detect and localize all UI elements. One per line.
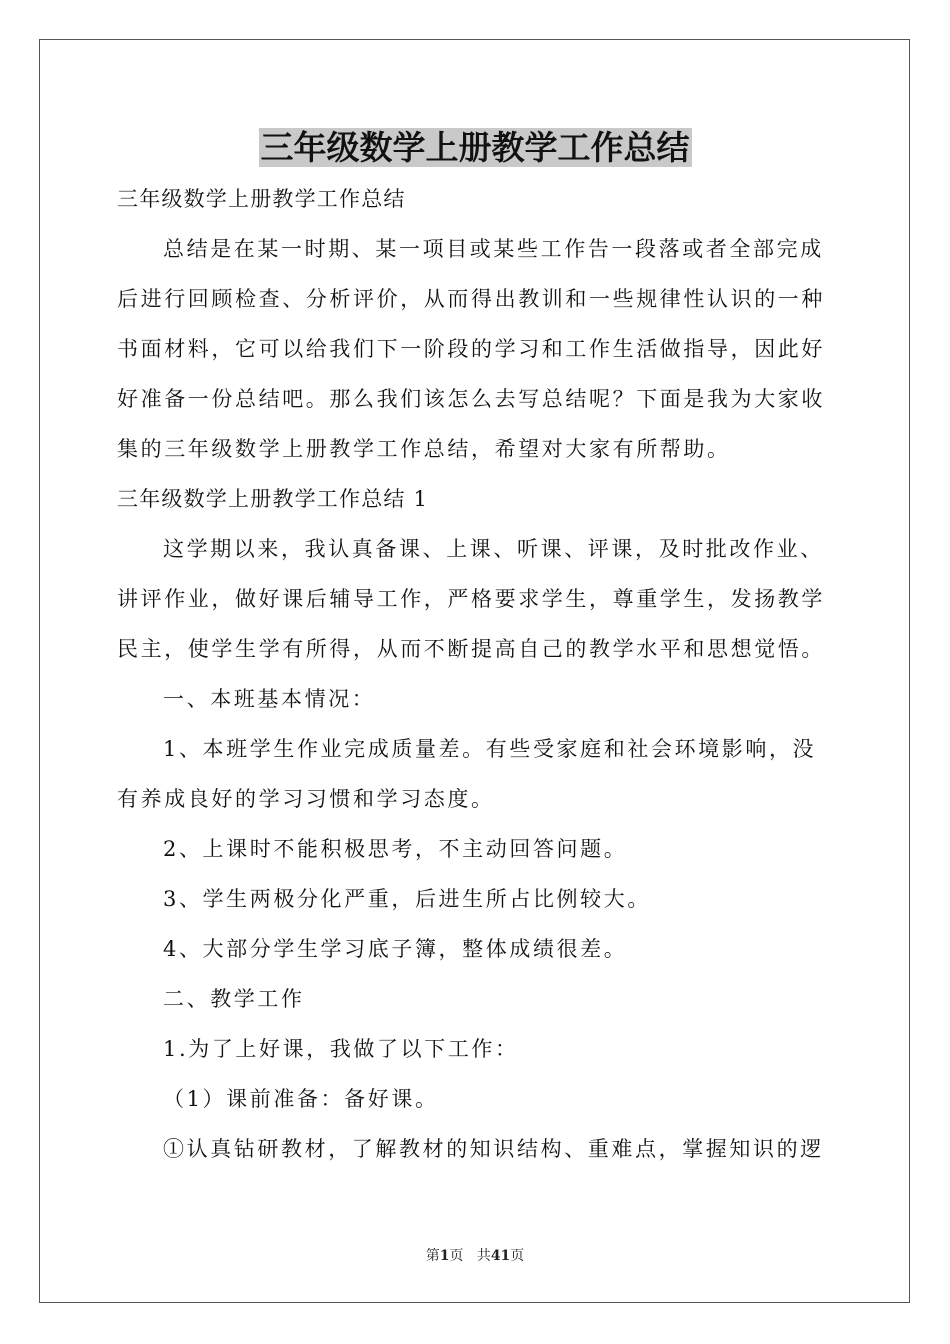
page-suffix: 页 <box>449 1248 464 1264</box>
paragraph-line: 讲评作业，做好课后辅导工作，严格要求学生，尊重学生，发扬教学 <box>117 587 825 611</box>
paragraph-line: 民主，使学生学有所得，从而不断提高自己的教学水平和思想觉悟。 <box>117 637 825 661</box>
list-item-continuation: 有养成良好的学习习惯和学习态度。 <box>117 787 495 811</box>
list-heading: 一、本班基本情况： <box>163 687 376 711</box>
subtitle-line: 三年级数学上册教学工作总结 <box>117 187 406 211</box>
document-body <box>117 174 837 1174</box>
document-title <box>0 126 950 170</box>
list-heading: 二、教学工作 <box>163 987 305 1011</box>
paragraph-line: 总结是在某一时期、某一项目或某些工作告一段落或者全部完成 <box>163 237 824 261</box>
list-item: 4、大部分学生学习底子簿，整体成绩很差。 <box>163 937 628 961</box>
total-pages: 41 <box>490 1248 511 1264</box>
list-item: 1.为了上好课，我做了以下工作： <box>163 1037 519 1061</box>
list-item: ①认真钻研教材，了解教材的知识结构、重难点，掌握知识的逻 <box>163 1137 824 1161</box>
paragraph-line: 好准备一份总结吧。那么我们该怎么去写总结呢？下面是我为大家收 <box>117 387 825 411</box>
paragraph-line: 后进行回顾检查、分析评价，从而得出教训和一些规律性认识的一种 <box>117 287 825 311</box>
total-prefix: 共 <box>476 1248 491 1264</box>
list-item: 1、本班学生作业完成质量差。有些受家庭和社会环境影响，没 <box>163 737 817 761</box>
list-item: （1）课前准备：备好课。 <box>163 1087 439 1111</box>
paragraph-line: 集的三年级数学上册教学工作总结，希望对大家有所帮助。 <box>117 437 731 461</box>
document-title-text: 三年级数学上册教学工作总结 <box>260 128 690 167</box>
page-footer <box>0 1246 950 1266</box>
paragraph-line: 这学期以来，我认真备课、上课、听课、评课，及时批改作业、 <box>163 537 824 561</box>
section-heading: 三年级数学上册教学工作总结 1 <box>117 487 429 511</box>
total-suffix: 页 <box>510 1248 525 1264</box>
list-item: 2、上课时不能积极思考，不主动回答问题。 <box>163 837 628 861</box>
page-prefix: 第 <box>425 1248 440 1264</box>
list-item: 3、学生两极分化严重，后进生所占比例较大。 <box>163 887 651 911</box>
page-number: 1 <box>439 1248 450 1264</box>
paragraph-line: 书面材料，它可以给我们下一阶段的学习和工作生活做指导，因此好 <box>117 337 825 361</box>
